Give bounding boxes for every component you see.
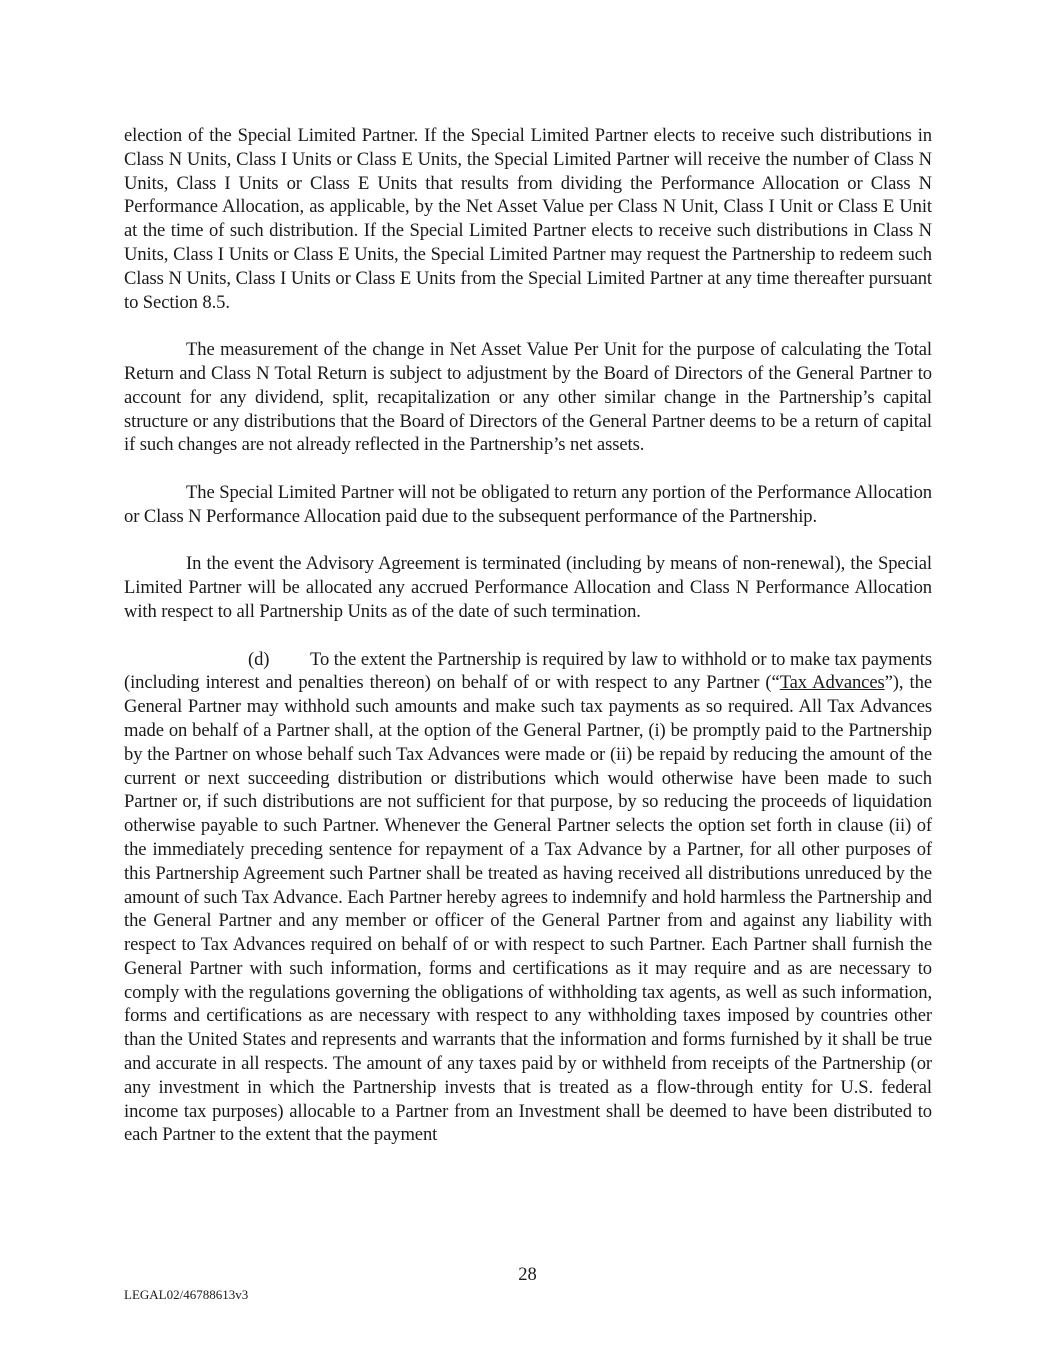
paragraph-advisory-termination: In the event the Advisory Agreement is terminated (including by means of non-renewal), the Special Limited Partner will be allocated any accrued Performance Allocation and Class N Performance Allocation with respect to all Partnership Units as of the date of such termination.	[124, 553, 932, 622]
clause-text-rest: ”), the General Partner may withhold such amounts and make such tax payments as so required. All Tax Advances made on behalf of a Partner shall, at the option of the General Partner, (i) be promptly paid to the Partnership by the Partner on whose behalf such Tax Advances were made or (ii) be repaid by reducing the amount of the current or next succeeding distribution or distributions which would otherwise have been made to such Partner or, if such distributions are not sufficient for that purpose, by so reducing the proceeds of liquidation otherwise payable to such Partner. Whenever the General Partner selects the option set forth in clause (ii) of the immediately preceding sentence for repayment of a Tax Advance by a Partner, for all other purposes of this Partnership Agreement such Partner shall be treated as having received all distributions unreduced by the amount of such Tax Advance. Each Partner hereby agrees to indemnify and hold harmless the Partnership and the General Partner and any member or officer of the General Partner from and against any liability with respect to Tax Advances required on behalf of or with respect to such Partner. Each Partner shall furnish the General Partner with such information, forms and certifications as it may require and as are necessary to comply with the regulations governing the obligations of withholding tax agents, as well as such information, forms and certifications as are necessary with respect to any withholding taxes imposed by countries other than the United States and represents and warrants that the information and forms furnished by it shall be true and accurate in all respects. The amount of any taxes paid by or withheld from receipts of the Partnership (or any investment in which the Partnership invests that is treated as a flow-through entity for U.S. federal income tax purposes) allocable to a Partner from an Investment shall be deemed to have been distributed to each Partner to the extent that the payment	[124, 672, 932, 1146]
clause-label: (d)	[248, 648, 270, 670]
page-number: 28	[518, 1264, 537, 1285]
paragraph-no-return-obligation: The Special Limited Partner will not be obligated to return any portion of the Performance Allocation or Class N Performance Allocation paid due to the subsequent performance of the Partnership.	[124, 481, 932, 527]
document-body	[124, 124, 932, 1171]
document-id: LEGAL02/46788613v3	[124, 1287, 249, 1302]
paragraph-section-d-tax-advances	[124, 648, 932, 1148]
paragraph-continued: election of the Special Limited Partner. If the Special Limited Partner elects to receive such distributions in Class N Units, Class I Units or Class E Units, the Special Limited Partner will receive the number of Class N Units, Class I Units or Class E Units that results from dividing the Performance Allocation or Class N Performance Allocation, as applicable, by the Net Asset Value per Class N Unit, Class I Unit or Class E Unit at the time of such distribution. If the Special Limited Partner elects to receive such distributions in Class N Units, Class I Units or Class E Units, the Special Limited Partner may request the Partnership to redeem such Class N Units, Class I Units or Class E Units from the Special Limited Partner at any time thereafter pursuant to Section 8.5.	[124, 125, 932, 313]
paragraph-measurement-adjustment: The measurement of the change in Net Asset Value Per Unit for the purpose of calculating the Total Return and Class N Total Return is subject to adjustment by the Board of Directors of the General Partner to account for any dividend, split, recapitalization or any other similar change in the Partnership’s capital structure or any distributions that the Board of Directors of the General Partner deems to be a return of capital if such changes are not already reflected in the Partnership’s net assets.	[124, 339, 932, 456]
clause-text-start: To the extent the Partnership is required by law to withhold or to make tax payments (including interest and penalties thereon) on behalf of or with respect to any Partner (“	[124, 648, 932, 694]
defined-term-tax-advances: Tax Advances	[779, 672, 885, 694]
